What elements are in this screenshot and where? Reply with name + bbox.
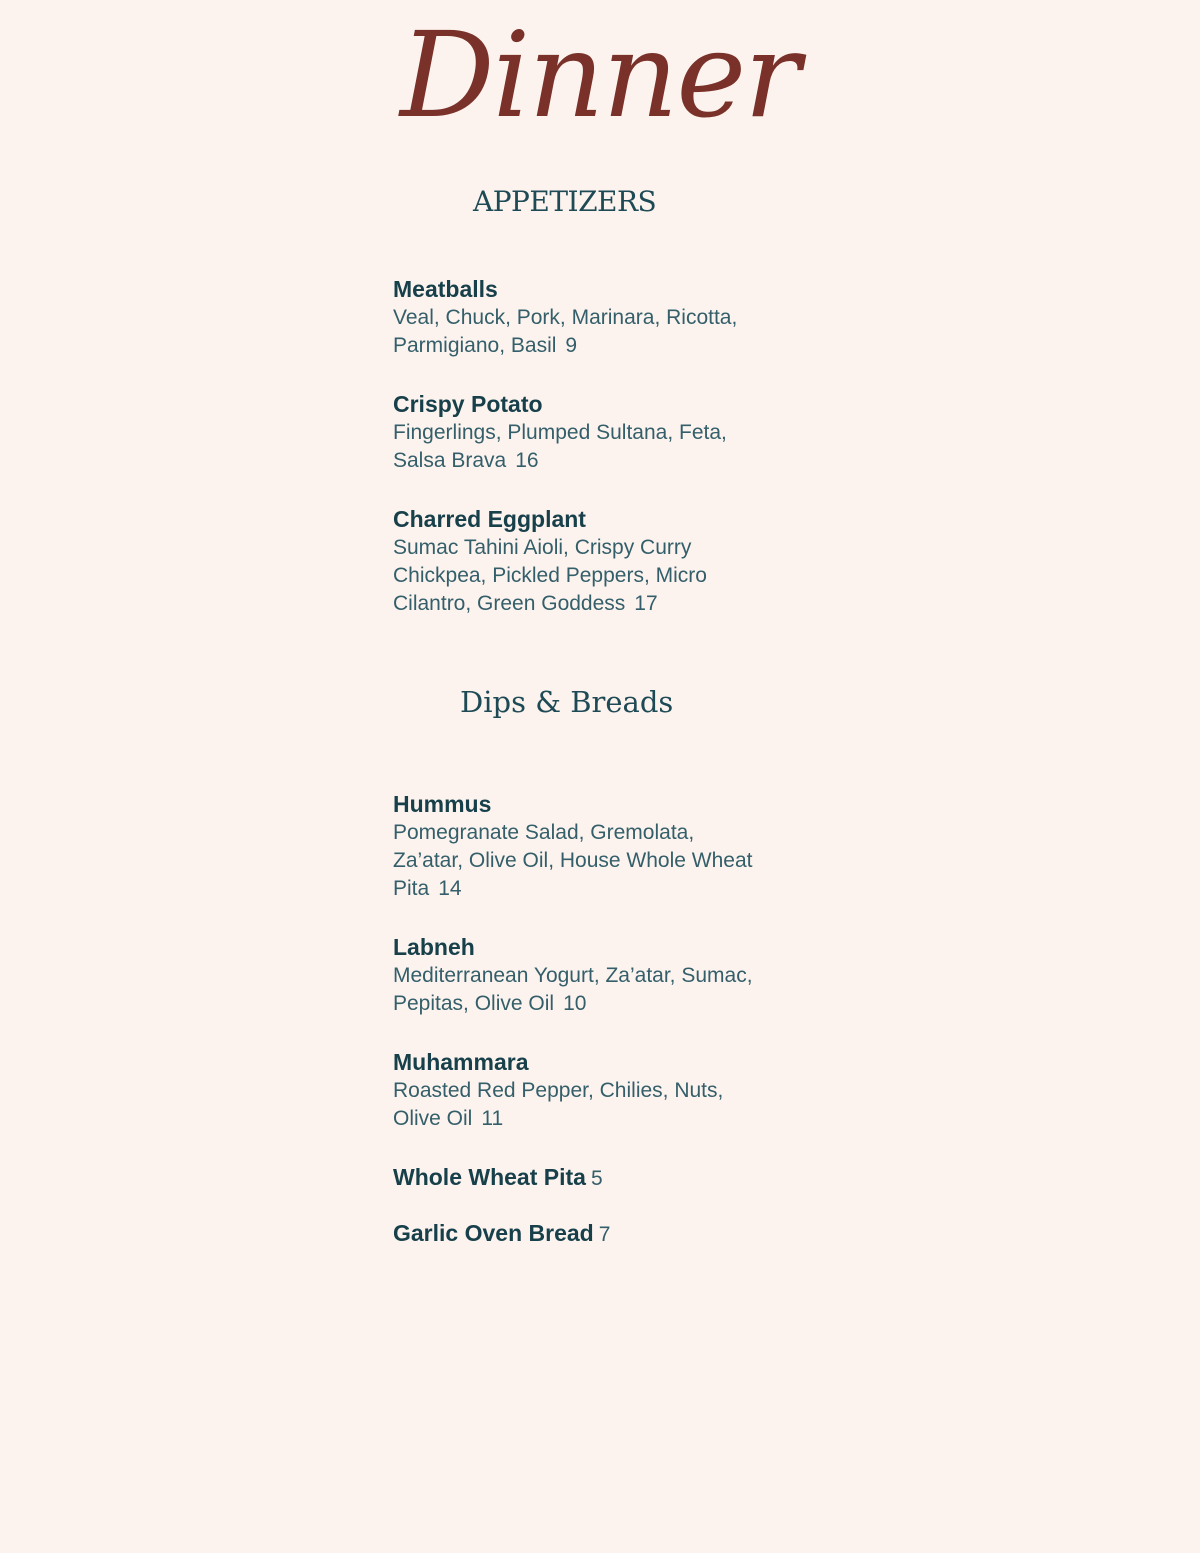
menu-item-muhammara	[393, 1047, 793, 1133]
item-name: Crispy Potato	[393, 391, 543, 417]
item-price: 16	[515, 449, 539, 472]
item-name: Hummus	[393, 791, 492, 817]
item-price: 10	[563, 992, 587, 1015]
menu-item-labneh	[393, 932, 793, 1018]
item-description	[393, 304, 765, 360]
item-description	[393, 534, 765, 618]
item-price: 17	[634, 592, 658, 615]
item-description-text: Sumac Tahini Aioli, Crispy Curry Chickpea, Pickled Peppers, Micro Cilantro, Green Goddess	[393, 536, 707, 615]
item-description	[393, 962, 765, 1018]
menu-item-hummus	[393, 789, 793, 903]
item-description-text: Pomegranate Salad, Gremolata, Za’atar, Olive Oil, House Whole Wheat Pita	[393, 821, 753, 900]
item-name: Labneh	[393, 934, 475, 960]
item-description-text: Mediterranean Yogurt, Za’atar, Sumac, Pepitas, Olive Oil	[393, 964, 753, 1015]
item-name: Whole Wheat Pita	[393, 1164, 586, 1190]
item-name: Garlic Oven Bread	[393, 1220, 594, 1246]
item-description-text: Veal, Chuck, Pork, Marinara, Ricotta, Parmigiano, Basil	[393, 306, 738, 357]
item-price: 5	[590, 1167, 603, 1190]
menu-item-crispy-potato	[393, 389, 793, 475]
item-name: Charred Eggplant	[393, 506, 586, 532]
item-price: 9	[565, 334, 578, 357]
appetizers-list	[393, 274, 793, 647]
menu-item-whole-wheat-pita	[393, 1162, 793, 1192]
dips-breads-list	[393, 789, 793, 1274]
section-heading-dips-breads: Dips & Breads	[460, 685, 674, 719]
item-name: Muhammara	[393, 1049, 529, 1075]
item-price: 11	[481, 1107, 504, 1130]
item-price: 14	[438, 877, 462, 900]
item-price: 7	[598, 1223, 611, 1246]
menu-item-garlic-oven-bread	[393, 1218, 793, 1248]
item-description	[393, 1077, 765, 1133]
item-name: Meatballs	[393, 276, 498, 302]
item-description-text: Roasted Red Pepper, Chilies, Nuts, Olive Oil	[393, 1079, 724, 1130]
item-description	[393, 819, 765, 903]
page-title: Dinner	[400, 6, 799, 144]
menu-item-meatballs	[393, 274, 793, 360]
item-description	[393, 419, 765, 475]
menu-item-charred-eggplant	[393, 504, 793, 618]
section-heading-appetizers: APPETIZERS	[473, 185, 657, 218]
item-description-text: Fingerlings, Plumped Sultana, Feta, Salsa Brava	[393, 421, 727, 472]
